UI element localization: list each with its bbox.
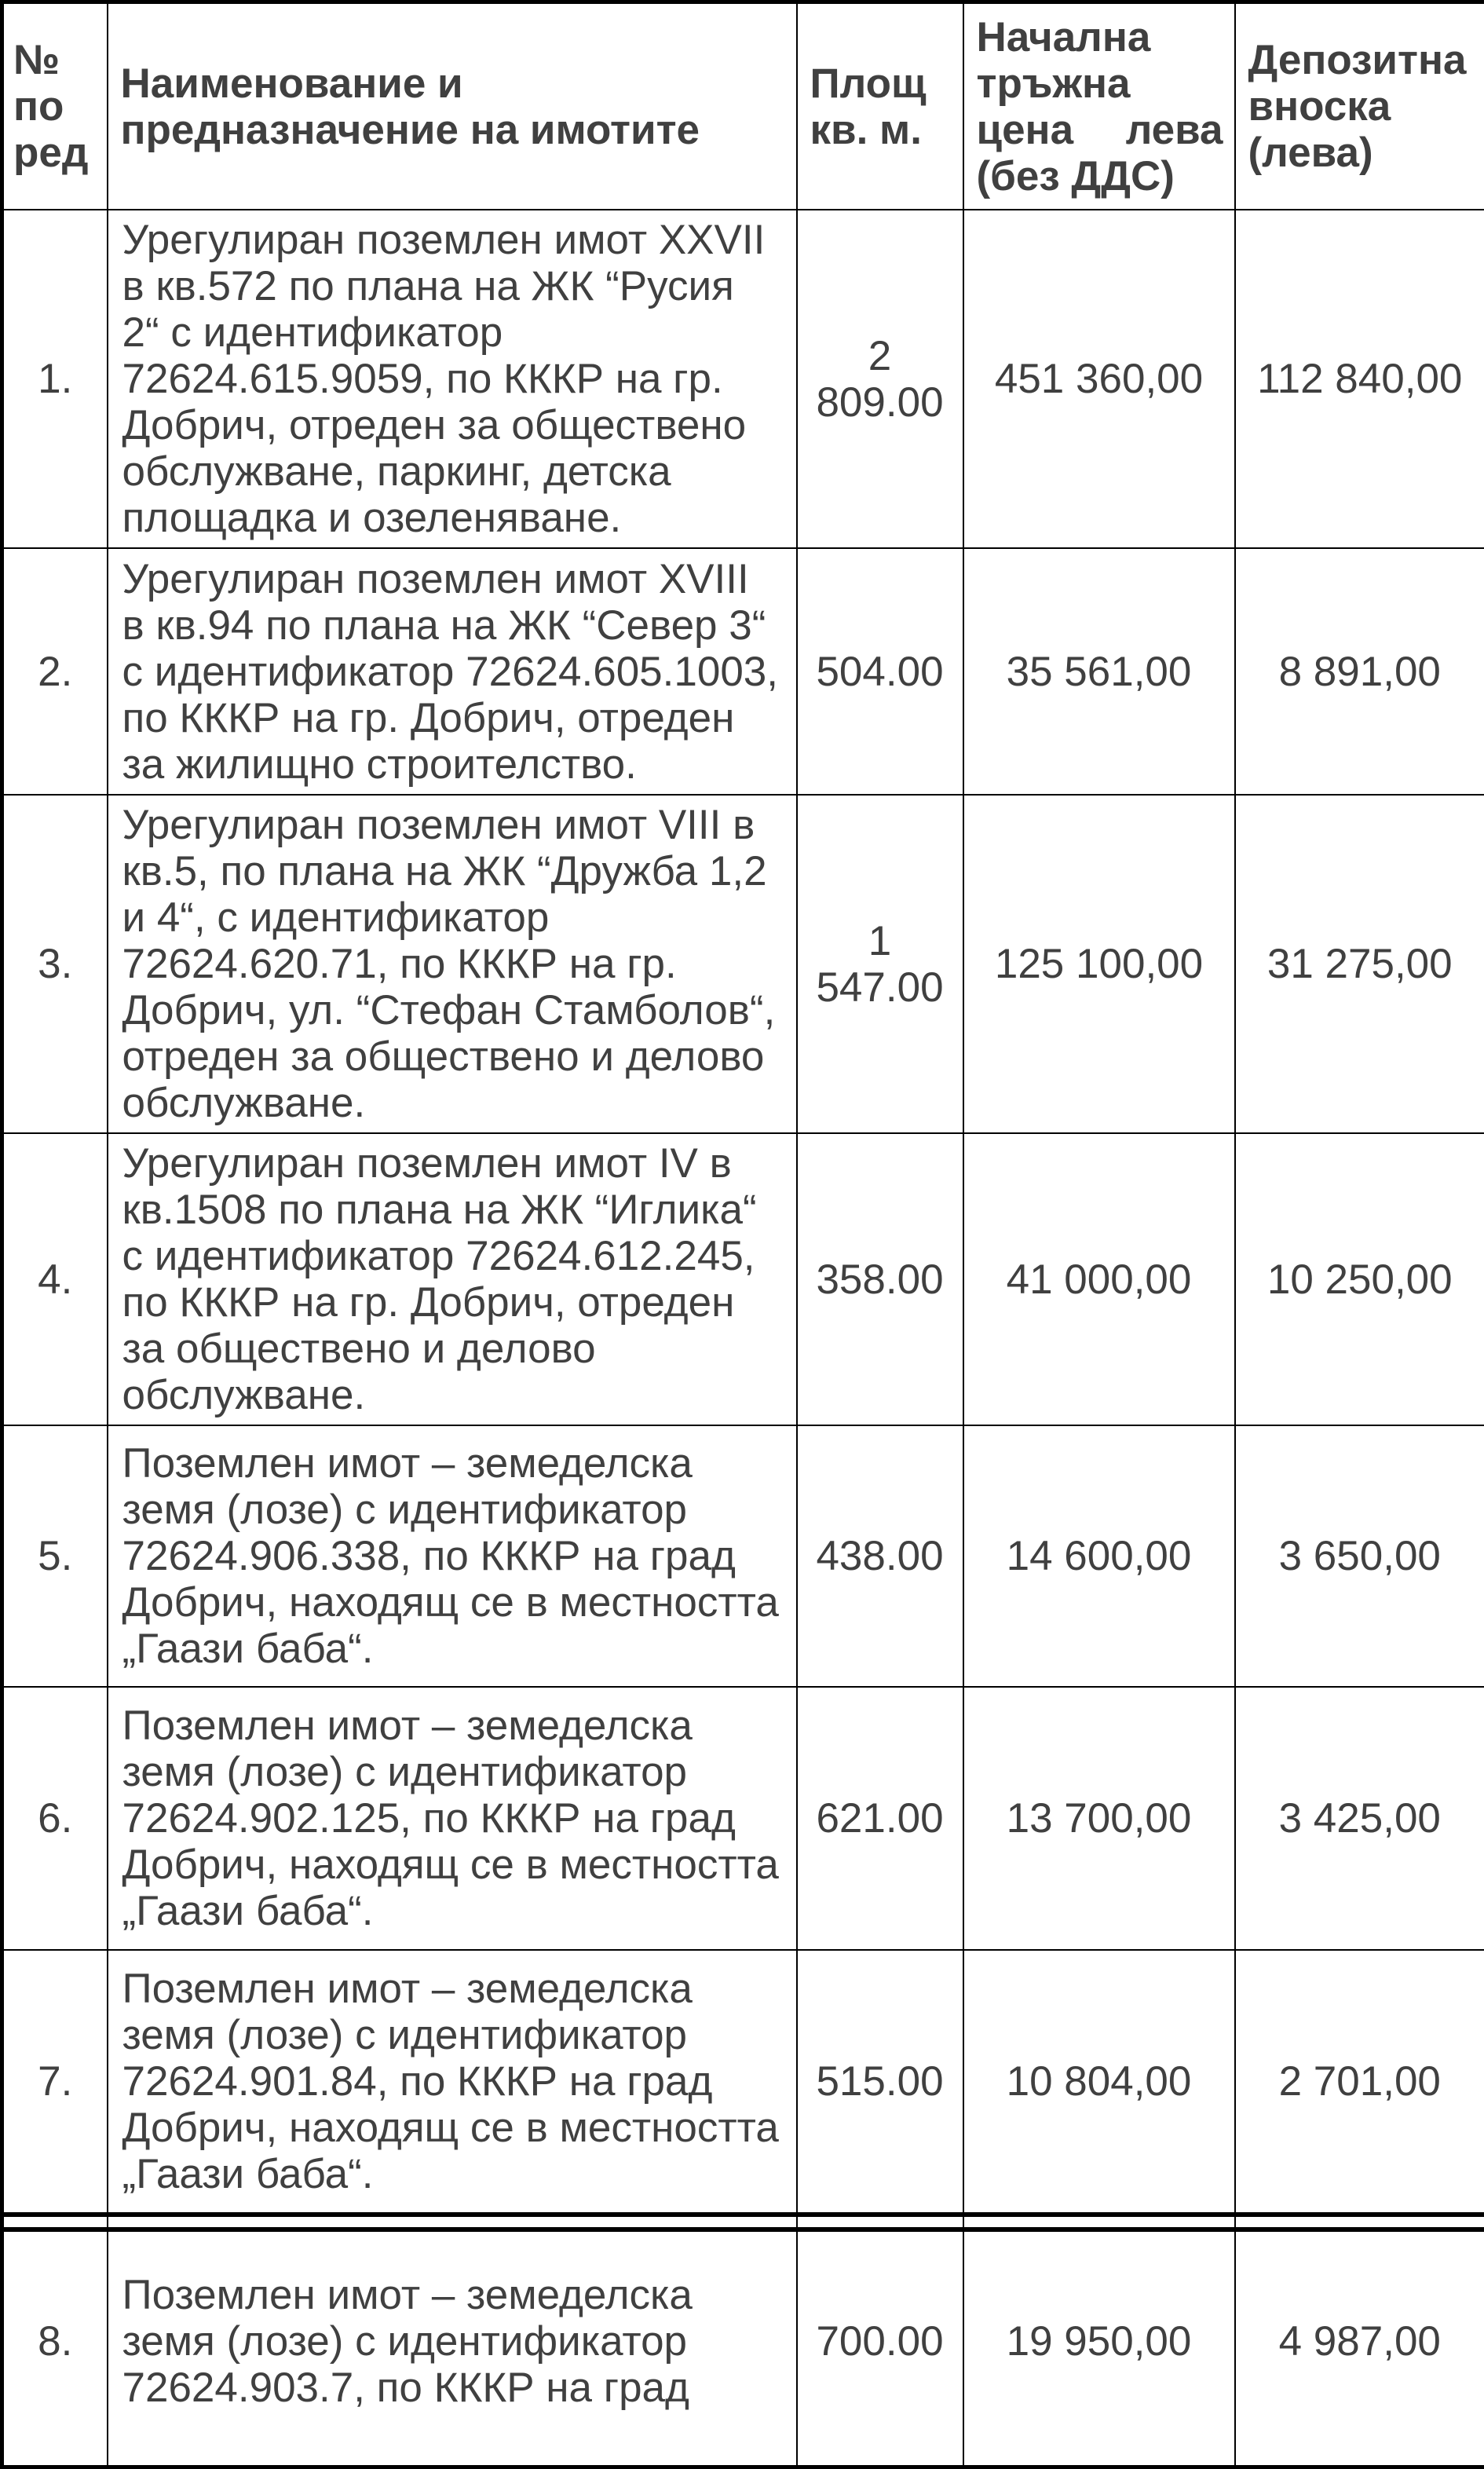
- property-description: Поземлен имот – земеделска земя (лозе) с идентификатор 72624.901.84, по КККР на град Добрич, находящ се в местността „Гаази баба“.: [108, 1950, 797, 2215]
- table-row: [2, 210, 1484, 548]
- starting-price: 10 804,00: [963, 1950, 1235, 2215]
- header-area: Площ кв. м.: [797, 2, 963, 210]
- property-description: Урегулиран поземлен имот IV в кв.1508 по плана на ЖК “Иглика“ с идентификатор 72624.612.245, по КККР на гр. Добрич, отреден за обществено и делово обслужване.: [108, 1133, 797, 1425]
- deposit-amount: 8 891,00: [1235, 548, 1484, 795]
- deposit-amount: 4 987,00: [1235, 2215, 1484, 2467]
- property-area: 700.00: [797, 2215, 963, 2467]
- header-deposit: Депозитна вноска (лева): [1235, 2, 1484, 210]
- property-area: 1 547.00: [797, 795, 963, 1133]
- starting-price: 13 700,00: [963, 1687, 1235, 1950]
- property-description: Урегулиран поземлен имот VIII в кв.5, по плана на ЖК “Дружба 1,2 и 4“, с идентификатор 72624.620.71, по КККР на гр. Добрич, ул. “Стефан Стамболов“, отреден за обществено и делово обслужване.: [108, 795, 797, 1133]
- property-area: 504.00: [797, 548, 963, 795]
- starting-price: 451 360,00: [963, 210, 1235, 548]
- starting-price: 19 950,00: [963, 2215, 1235, 2467]
- starting-price: 14 600,00: [963, 1425, 1235, 1687]
- header-row: [2, 2, 1484, 210]
- header-price: Начална тръжна цена лева (без ДДС): [963, 2, 1235, 210]
- row-number: 5.: [2, 1425, 108, 1687]
- deposit-amount: 3 650,00: [1235, 1425, 1484, 1687]
- property-description: Урегулиран поземлен имот XVIII в кв.94 по плана на ЖК “Север 3“ с идентификатор 72624.605.1003, по КККР на гр. Добрич, отреден за жилищно строителство.: [108, 548, 797, 795]
- deposit-amount: 3 425,00: [1235, 1687, 1484, 1950]
- property-area: 2 809.00: [797, 210, 963, 548]
- property-area: 438.00: [797, 1425, 963, 1687]
- page-bottom-cut-line: [0, 2227, 1484, 2232]
- row-number: 6.: [2, 1687, 108, 1950]
- header-name: Наименование и предназначение на имотите: [108, 2, 797, 210]
- table-row: [2, 795, 1484, 1133]
- table-row: [2, 1950, 1484, 2215]
- row-number: 8.: [2, 2215, 108, 2467]
- row-number: 3.: [2, 795, 108, 1133]
- property-description: Поземлен имот – земеделска земя (лозе) с идентификатор 72624.902.125, по КККР на град Добрич, находящ се в местността „Гаази баба“.: [108, 1687, 797, 1950]
- property-description: Урегулиран поземлен имот XXVII в кв.572 по плана на ЖК “Русия 2“ с идентификатор 72624.615.9059, по КККР на гр. Добрич, отреден за обществено обслужване, паркинг, детска площадка и озеленяване.: [108, 210, 797, 548]
- property-description: Поземлен имот – земеделска земя (лозе) с идентификатор 72624.903.7, по КККР на град: [108, 2215, 797, 2467]
- row-number: 2.: [2, 548, 108, 795]
- row-number: 4.: [2, 1133, 108, 1425]
- property-area: 515.00: [797, 1950, 963, 2215]
- table-row: [2, 1425, 1484, 1687]
- table-body: [2, 210, 1484, 2467]
- property-area: 621.00: [797, 1687, 963, 1950]
- table-row: [2, 1133, 1484, 1425]
- starting-price: 41 000,00: [963, 1133, 1235, 1425]
- deposit-amount: 112 840,00: [1235, 210, 1484, 548]
- header-no: № по ред: [2, 2, 108, 210]
- row-number: 7.: [2, 1950, 108, 2215]
- deposit-amount: 2 701,00: [1235, 1950, 1484, 2215]
- table-row: [2, 2215, 1484, 2467]
- deposit-amount: 31 275,00: [1235, 795, 1484, 1133]
- starting-price: 35 561,00: [963, 548, 1235, 795]
- table-row: [2, 1687, 1484, 1950]
- row-number: 1.: [2, 210, 108, 548]
- table-header: [2, 2, 1484, 210]
- property-description: Поземлен имот – земеделска земя (лозе) с идентификатор 72624.906.338, по КККР на град Добрич, находящ се в местността „Гаази баба“.: [108, 1425, 797, 1687]
- deposit-amount: 10 250,00: [1235, 1133, 1484, 1425]
- starting-price: 125 100,00: [963, 795, 1235, 1133]
- property-area: 358.00: [797, 1133, 963, 1425]
- table-row: [2, 548, 1484, 795]
